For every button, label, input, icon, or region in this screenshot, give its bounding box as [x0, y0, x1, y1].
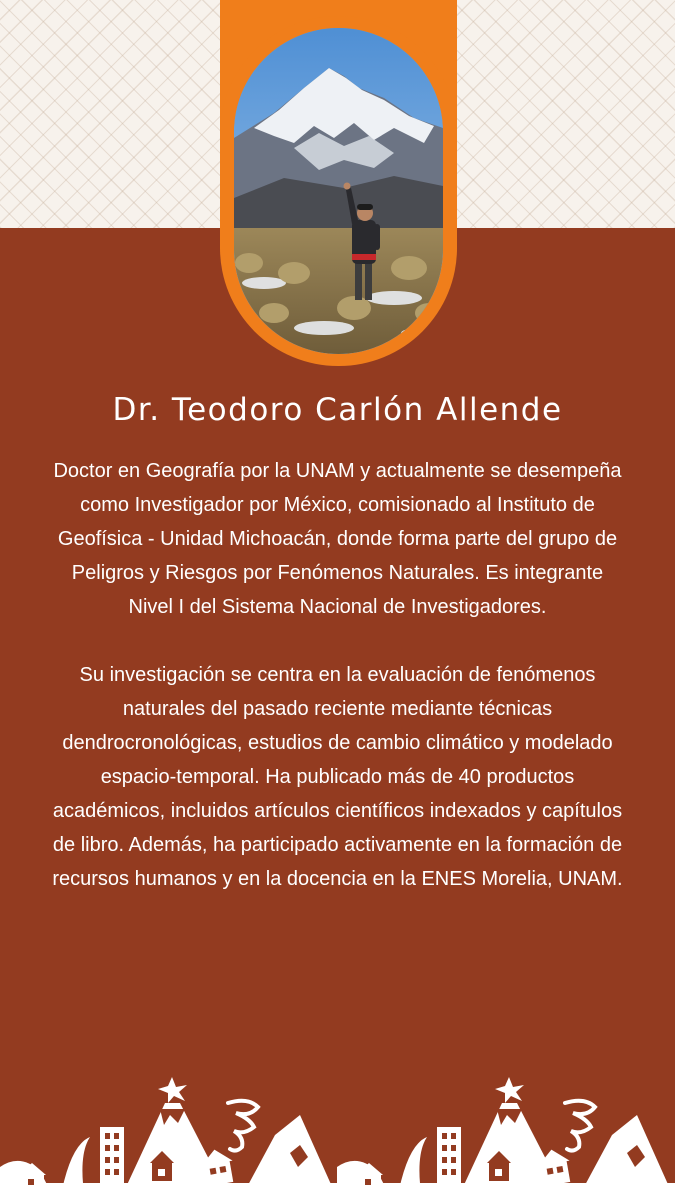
bio-paragraph: Su investigación se centra en la evaluación de fenómenos naturales del pasado reciente mediante técnicas dendrocronológicas, estudios de cambio climático y modelado espacio-temporal. Ha publicado más de 40 productos académicos, incluidos artículos científicos indexados y capítulos de libro. Además, ha participado activamente en la formación de recursos humanos y en la docencia en la ENES Morelia, UNAM. [52, 664, 623, 890]
profile-bio [50, 454, 625, 896]
mountain-portrait-photo-icon [234, 28, 443, 354]
profile-name: Dr. Teodoro Carlón Allende [112, 392, 563, 428]
town-volcano-skyline-icon [0, 1075, 675, 1200]
portrait-photo [234, 28, 443, 354]
bio-paragraph: Doctor en Geografía por la UNAM y actualmente se desempeña como Investigador por México, comisionado al Instituto de Geofísica - Unidad Michoacán, donde forma parte del grupo de Peligros y Riesgos por Fenómenos Naturales. Es integrante Nivel I del Sistema Nacional de Investigadores. [53, 460, 622, 618]
